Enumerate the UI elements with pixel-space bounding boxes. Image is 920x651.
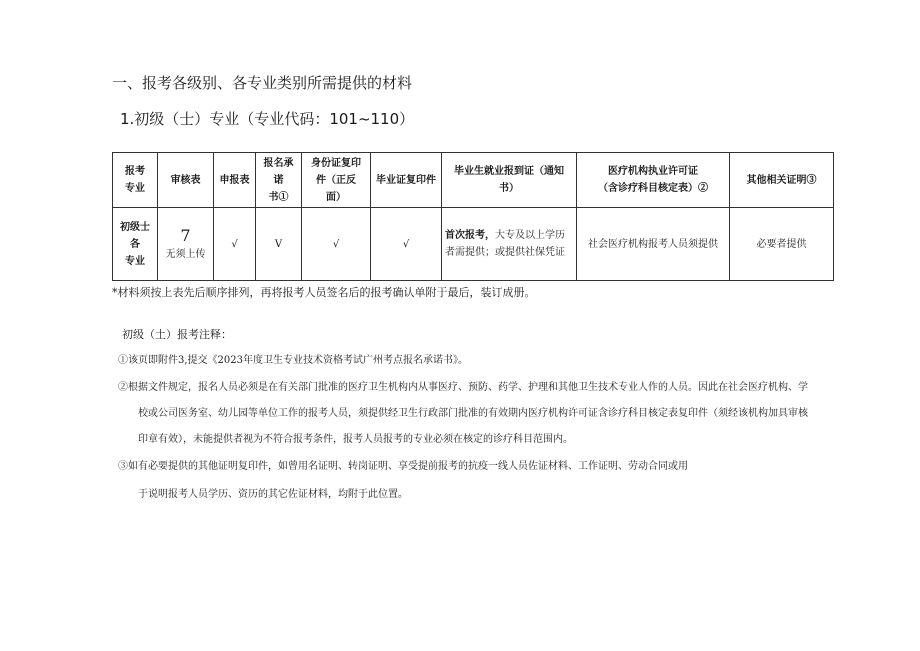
table-header-row [113,153,834,208]
header-cell-idcard: 身份证复印 件（正反 面） [302,153,371,208]
header-cell-review: 审核表 [158,153,214,208]
table-row [113,208,834,281]
header-cell-diploma: 毕业证复印件 [371,153,442,208]
header-cell-commit: 报名承诺 书① [256,153,302,208]
cell-apply-check: √ [214,208,256,281]
subsection-heading: 1.初级（士）专业（专业代码：101~110） [120,110,415,128]
cell-commit-check: V [256,208,302,281]
note-2-line-3: 印章有效），未能提供者视为不符合报考条件，报考人员报考的专业必须在核定的诊疗科目范围内。 [138,434,573,445]
cell-review: 7 无须上传 [158,208,214,281]
header-cell-report: 毕业生就业报到证（通知 书） [442,153,577,208]
notes-title: 初级（土）报考注释： [122,328,232,341]
note-2-line-1: ②根据文件规定，报名人员必须是在有关部门批准的医疗卫生机构内从事医疗、预防、药学、护理和其他卫生技术专业人作的人员。因此在社会医疗机构、学 [118,382,808,393]
cell-idcard-check: √ [302,208,371,281]
header-cell-major: 报考 专业 [113,153,158,208]
cell-major: 初级士各 专业 [113,208,158,281]
cell-report: 首次报考，大专及以上学历 者需提供；或提供社保凭证 [442,208,577,281]
note-2-line-2: 校或公司医务室、幼儿园等单位工作的报考人员，须提供经卫生行政部门批准的有效期内医疗机构许可证含诊疗科目核定表复印件（须经该机构加具审核 [138,408,808,419]
section-heading: 一、报考各级别、各专业类别所需提供的材料 [112,74,413,92]
materials-table [112,152,834,281]
header-cell-other: 其他相关证明③ [730,153,834,208]
cell-other: 必要者提供 [730,208,834,281]
cell-license: 社会医疗机构报考人员须提供 [577,208,730,281]
table-footnote: *材料须按上表先后顺序排列，再将报考人员签名后的报考确认单附于最后，装订成册。 [112,286,536,299]
header-cell-apply: 申报表 [214,153,256,208]
note-3-line-2: 于说明报考人员学历、资历的其它佐证材料，均附于此位置。 [138,489,408,500]
header-cell-license: 医疗机构执业许可证 （含诊疗科目核定表）② [577,153,730,208]
note-1: ①该页即附件3,提交《2023年度卫生专业技术资格考试广州考点报名承诺书》。 [118,355,468,366]
note-3-line-1: ③如有必要提供的其他证明复印件，如曾用名证明、转岗证明、享受提前报考的抗疫一线人员佐证材料、工作证明、劳动合同或用 [118,461,688,472]
cell-diploma-check: √ [371,208,442,281]
